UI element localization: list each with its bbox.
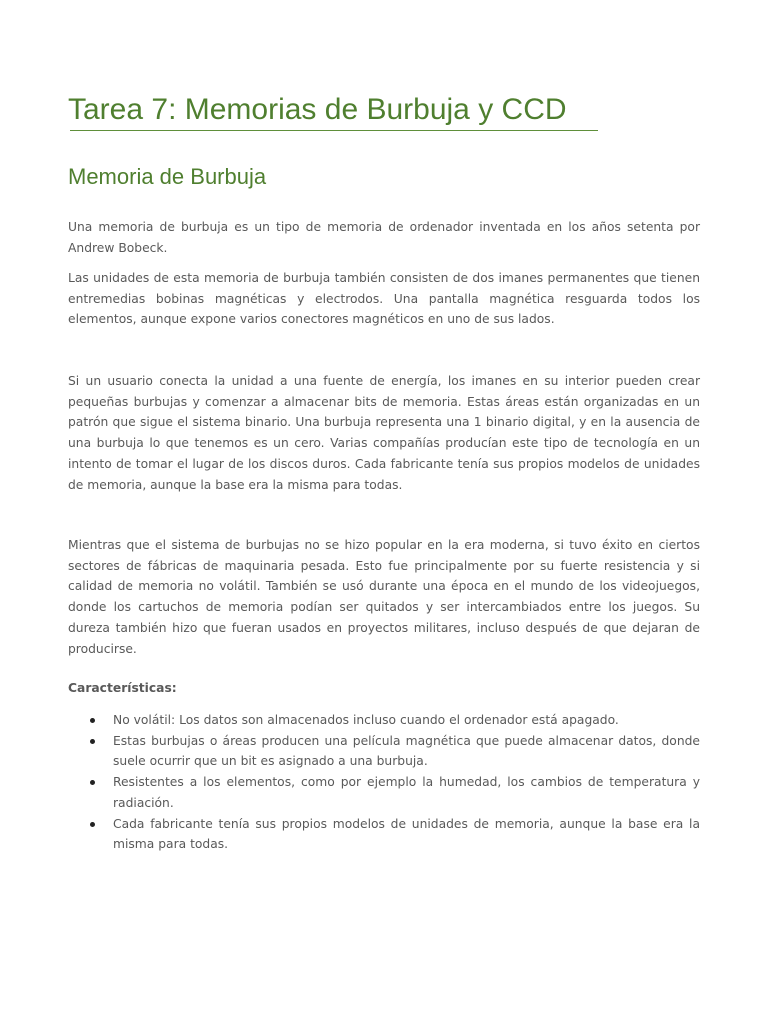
section-heading: Memoria de Burbuja — [68, 164, 267, 189]
list-item — [68, 710, 700, 731]
bullet-icon — [90, 739, 95, 744]
paragraph-components: Las unidades de esta memoria de burbuja también consisten de dos imanes permanentes que tienen entremedias bobinas magnéticas y electrodos. Una pantalla magnética resguarda todos los elementos, aunque expone varios conectores magnéticos en uno de sus lados. — [68, 271, 700, 327]
document-title: Tarea 7: Memorias de Burbuja y CCD — [68, 93, 567, 126]
list-item — [68, 772, 700, 813]
bullet-icon — [90, 780, 95, 785]
paragraph-intro: Una memoria de burbuja es un tipo de memoria de ordenador inventada en los años setenta por Andrew Bobeck. — [68, 220, 700, 255]
bullet-icon — [90, 822, 95, 827]
feature-text: No volátil: Los datos son almacenados incluso cuando el ordenador está apagado. — [113, 713, 619, 727]
features-list — [68, 710, 700, 855]
list-item — [68, 731, 700, 772]
list-item — [68, 814, 700, 855]
paragraph-usage: Mientras que el sistema de burbujas no se hizo popular en la era moderna, si tuvo éxito en ciertos sectores de fábricas de maquinaria pesada. Esto fue principalmente por su fuerte resistencia y si calidad de memoria no volátil. También se usó durante una época en el mundo de los videojuegos, donde los cartuchos de memoria podían ser quitados y ser intercambiados entre los juegos. Su dureza también hizo que fueran usados en proyectos militares, incluso después de que dejaran de producirse. — [68, 538, 700, 656]
features-heading: Características: — [68, 681, 177, 695]
feature-text: Resistentes a los elementos, como por ejemplo la humedad, los cambios de temperatura y radiación. — [113, 775, 700, 810]
bullet-icon — [90, 718, 95, 723]
paragraph-operation: Si un usuario conecta la unidad a una fuente de energía, los imanes en su interior pueden crear pequeñas burbujas y comenzar a almacenar bits de memoria. Estas áreas están organizadas en un patrón que sigue el sistema binario. Una burbuja representa una 1 binario digital, y en la ausencia de una burbuja lo que tenemos es un cero. Varias compañías producían este tipo de tecnología en un intento de tomar el lugar de los discos duros. Cada fabricante tenía sus propios modelos de unidades de memoria, aunque la base era la misma para todas. — [68, 374, 700, 492]
feature-text: Estas burbujas o áreas producen una película magnética que puede almacenar datos, donde suele ocurrir que un bit es asignado a una burbuja. — [113, 733, 700, 769]
feature-text: Cada fabricante tenía sus propios modelos de unidades de memoria, aunque la base era la misma para todas. — [113, 816, 700, 852]
title-underline — [70, 130, 598, 131]
